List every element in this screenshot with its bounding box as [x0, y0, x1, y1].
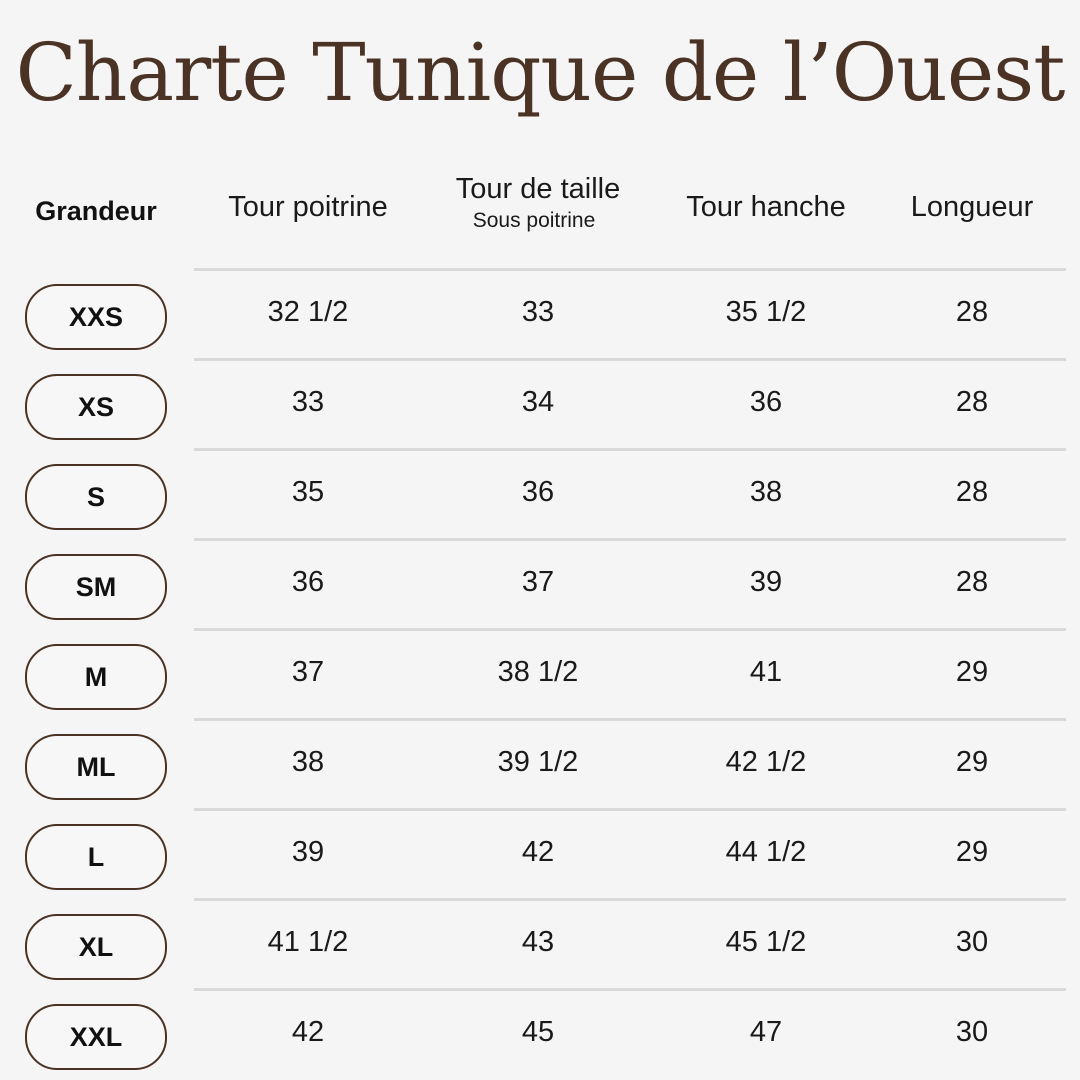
- row-divider: [194, 718, 1066, 721]
- size-badge: XXL: [25, 1004, 167, 1070]
- row-divider: [194, 538, 1066, 541]
- cell-waist: 36: [521, 476, 555, 508]
- cell-hip: 39: [749, 566, 783, 598]
- page-title: Charte Tunique de l’Ouest: [15, 26, 1065, 119]
- cell-waist: 33: [521, 296, 555, 328]
- size-badge: SM: [25, 554, 167, 620]
- row-divider: [194, 988, 1066, 991]
- header-length-label: Longueur: [910, 191, 1034, 223]
- cell-waist: 34: [521, 386, 555, 418]
- cell-length: 29: [955, 746, 989, 778]
- header-chest: [208, 190, 408, 224]
- row-divider: [194, 358, 1066, 361]
- header-waist: [428, 172, 648, 234]
- row-divider: [194, 268, 1066, 271]
- size-badge: L: [25, 824, 167, 890]
- size-badge: XL: [25, 914, 167, 980]
- header-chest-label: Tour poitrine: [228, 191, 388, 223]
- cell-waist: 42: [521, 836, 555, 868]
- cell-hip: 41: [749, 656, 783, 688]
- cell-length: 28: [955, 386, 989, 418]
- row-divider: [194, 628, 1066, 631]
- cell-length: 30: [955, 1016, 989, 1048]
- header-hip-label: Tour hanche: [686, 191, 846, 223]
- cell-chest: 36: [291, 566, 325, 598]
- header-hip: [666, 190, 866, 224]
- cell-hip: 38: [749, 476, 783, 508]
- cell-chest: 37: [291, 656, 325, 688]
- size-badge: XXS: [25, 284, 167, 350]
- cell-hip: 44 1/2: [725, 836, 807, 868]
- cell-hip: 45 1/2: [725, 926, 807, 958]
- row-divider: [194, 448, 1066, 451]
- cell-length: 29: [955, 656, 989, 688]
- size-badge: ML: [25, 734, 167, 800]
- cell-chest: 33: [291, 386, 325, 418]
- cell-length: 28: [955, 476, 989, 508]
- cell-length: 28: [955, 566, 989, 598]
- cell-waist: 39 1/2: [497, 746, 579, 778]
- cell-waist: 37: [521, 566, 555, 598]
- cell-chest: 38: [291, 746, 325, 778]
- cell-hip: 47: [749, 1016, 783, 1048]
- size-badge: M: [25, 644, 167, 710]
- cell-chest: 39: [291, 836, 325, 868]
- cell-hip: 35 1/2: [725, 296, 807, 328]
- header-waist-sublabel: Sous poitrine: [472, 209, 596, 232]
- cell-hip: 36: [749, 386, 783, 418]
- header-waist-label: Tour de taille: [455, 173, 621, 205]
- size-badge: XS: [25, 374, 167, 440]
- cell-waist: 43: [521, 926, 555, 958]
- row-divider: [194, 898, 1066, 901]
- row-divider: [194, 808, 1066, 811]
- cell-chest: 42: [291, 1016, 325, 1048]
- cell-hip: 42 1/2: [725, 746, 807, 778]
- cell-length: 30: [955, 926, 989, 958]
- cell-chest: 32 1/2: [267, 296, 349, 328]
- cell-waist: 45: [521, 1016, 555, 1048]
- cell-waist: 38 1/2: [497, 656, 579, 688]
- cell-chest: 35: [291, 476, 325, 508]
- size-badge: S: [25, 464, 167, 530]
- header-size: Grandeur: [35, 196, 157, 226]
- cell-chest: 41 1/2: [267, 926, 349, 958]
- header-length: [872, 190, 1072, 224]
- cell-length: 28: [955, 296, 989, 328]
- cell-length: 29: [955, 836, 989, 868]
